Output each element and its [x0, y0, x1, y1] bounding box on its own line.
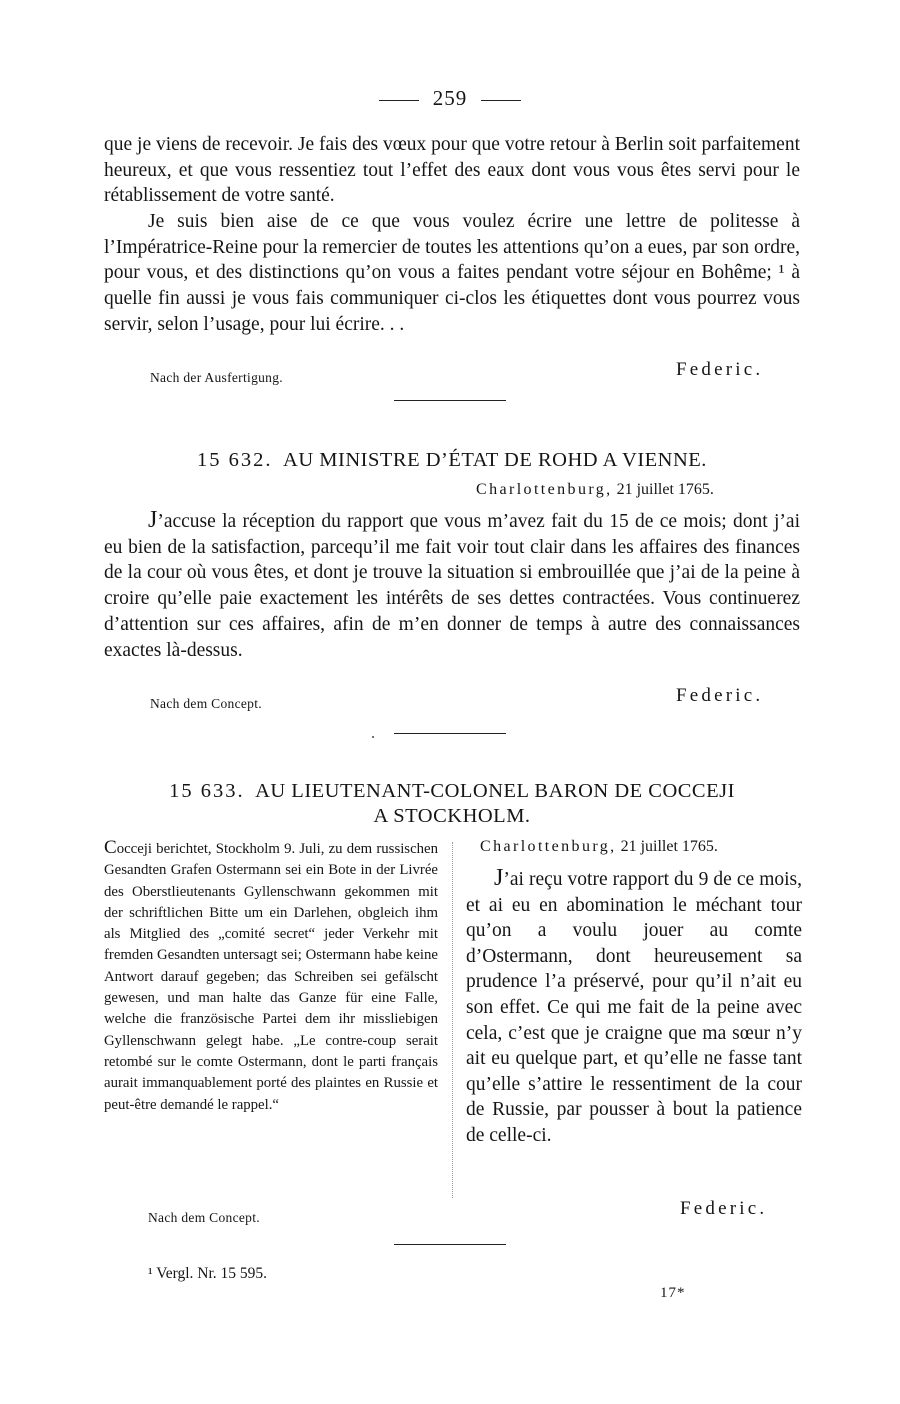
divider-dot — [372, 736, 374, 738]
footnote-rule — [394, 1244, 506, 1245]
header-rule-left — [379, 100, 419, 101]
letter-number: 15 633. — [169, 780, 245, 802]
letter-body-15632: J’accuse la réception du rapport que vous m’avez fait du 15 de ce mois; dont j’ai eu bien de la satisfaction, parcequ’il me fait voir tout clair dans les affaires des finances de la cour où vous êtes, et dont je trouve la situation si embrouillée que j’ai de la peine à croire qu’elle paie exactement les intérêts de ses dettes contractées. Vous continuerez d’attention sur ces affaires, afin de m’en donner de temps à autre des connaissances exactes là-dessus. — [104, 507, 800, 661]
column-divider — [452, 842, 453, 1198]
footnote: ¹ Vergl. Nr. 15 595. — [148, 1265, 268, 1282]
letter-heading-15633 — [104, 779, 800, 829]
letter-heading-line-1 — [104, 779, 800, 804]
letter-source-note-15632: Nach dem Concept. — [150, 696, 262, 711]
printer-signature-mark: 17* — [660, 1285, 686, 1301]
letter-source-note-15633: Nach dem Concept. — [148, 1210, 260, 1225]
intro-source-note: Nach der Ausfertigung. — [150, 370, 283, 385]
intro-paragraph-1: que je viens de recevoir. Je fais des vœux pour que votre retour à Berlin soit parfaitement heureux, et que vous ressentiez tout l’effet des eaux dont vous vous êtes servi pour le rétablissement de votre santé. — [104, 134, 800, 207]
drop-cap: J — [494, 865, 504, 891]
dateline-place: Charlottenburg, — [480, 838, 617, 855]
summary-drop-cap: C — [104, 837, 117, 858]
page-number: 259 — [0, 86, 900, 111]
letter-signature-15633: Federic. — [680, 1198, 768, 1219]
intro-signature: Federic. — [676, 359, 764, 380]
letter-summary-15633: Cocceji berichtet, Stockholm 9. Juli, zu dem russischen Gesandten Grafen Ostermann sei ein Bote in der Livrée des Oberstlieutenants Gyllenschwann gekommen mit der schriftlichen Bitte um ein Darlehen, obgleich ihm als Mitglied des „comité secret“ jeder Verkehr mit fremden Gesandten untersagt sei; Ostermann habe keine Antwort darauf gegeben; das Schreiben sei gefälscht gewesen, und man halte das Ganze für eine Falle, welche die französische Partei dem ihr missliebigen Gyllenschwann gelegt habe. „Le contre-coup serait retombé sur le comte Ostermann, dont le parti français aurait immanquablement porté des plaintes en Russie et peut-être demandé le rappel.“ — [104, 837, 438, 1113]
letter-heading-15632 — [104, 448, 800, 473]
letter-dateline-15632 — [476, 481, 714, 499]
dateline-date: 21 juillet 1765. — [616, 481, 714, 498]
letter-title-line-1: AU LIEUTENANT-COLONEL BARON DE COCCEJI — [255, 780, 735, 802]
intro-paragraph-2: Je suis bien aise de ce que vous voulez écrire une lettre de politesse à l’Impératrice-Reine pour la remercier de toutes les attentions qu’on a eues, par son ordre, pour vous, et des distinctions qu’on vous a faites pendant votre séjour en Bohême; ¹ à quelle fin aussi je vous fais communiquer ci-clos les étiquettes dont vous pourrez vous servir, selon l’usage, pour lui écrire. . . — [104, 211, 800, 335]
dateline-date: 21 juillet 1765. — [620, 838, 718, 855]
letter-signature-15632: Federic. — [676, 685, 764, 706]
header-rule-right — [481, 100, 521, 101]
letter-dateline-15633 — [480, 838, 718, 856]
letter-body-15633: J’ai reçu votre rapport du 9 de ce mois, et ai eu en abomination le méchant tour qu’on a voulu jouer au comte d’Ostermann, dont heureusement sa prudence l’a préservé, pour qu’il n’ait eu son effet. Ce qui me fait de la peine avec cela, c’est que je craigne que ma sœur n’y ait eu quelque part, et qu’elle ne fasse tant qu’elle s’attire le ressentiment de la cour de Russie, par pousser à bout la patience de celle-ci. — [466, 865, 802, 1146]
section-divider-1 — [394, 400, 506, 401]
letter-title-line-2: A STOCKHOLM. — [373, 805, 531, 827]
section-divider-2 — [394, 733, 506, 734]
letter-number: 15 632. — [197, 449, 273, 471]
dateline-place: Charlottenburg, — [476, 481, 613, 498]
letter-title: AU MINISTRE D’ÉTAT DE ROHD A VIENNE. — [283, 449, 707, 471]
drop-cap: J — [148, 507, 158, 533]
